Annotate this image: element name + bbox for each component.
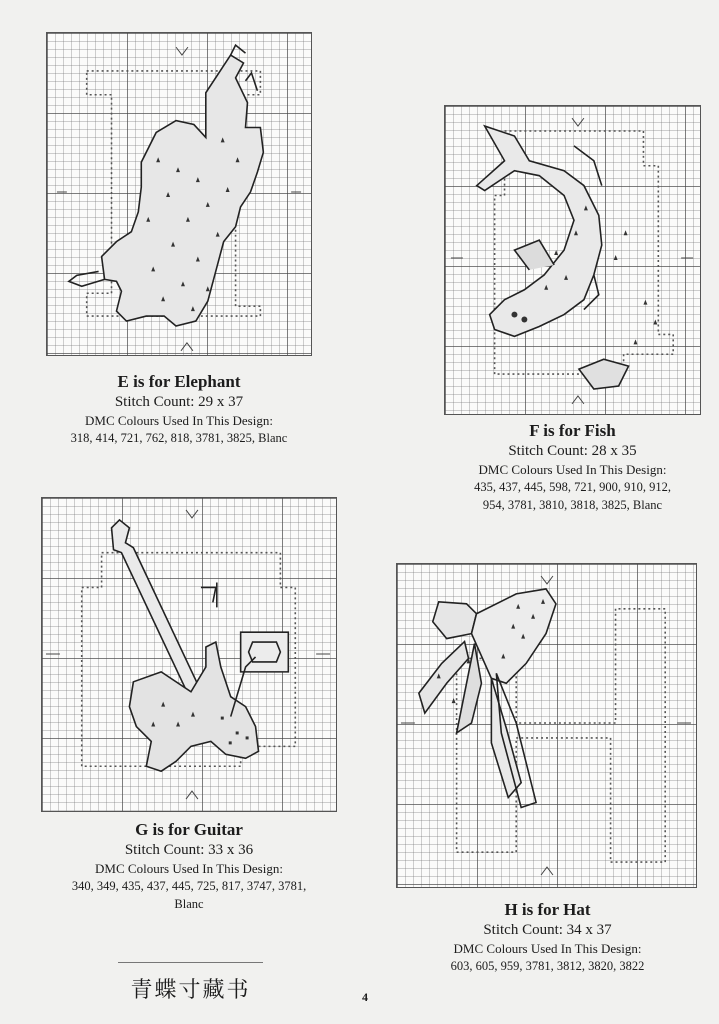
hat-motif [397, 564, 696, 887]
guitar-chart [41, 497, 337, 812]
dmc-colours-continued: Blanc [174, 897, 204, 911]
stitch-count: Stitch Count: 28 x 35 [508, 443, 637, 459]
design-title: F is for Fish [529, 421, 616, 440]
elephant-motif [47, 33, 311, 355]
design-title: G is for Guitar [135, 820, 243, 839]
dmc-label: DMC Colours Used In This Design: [453, 941, 642, 956]
stitch-count: Stitch Count: 34 x 37 [483, 922, 612, 938]
dmc-colours: 340, 349, 435, 437, 445, 725, 817, 3747, 3781, [71, 879, 307, 893]
design-title: H is for Hat [504, 900, 591, 919]
dmc-colours: 603, 605, 959, 3781, 3812, 3820, 3822 [450, 959, 645, 973]
fish-caption [440, 421, 705, 514]
stamp-text: 青蝶寸藏书 [130, 978, 251, 1003]
hat-chart [396, 563, 697, 888]
guitar-caption [34, 820, 344, 913]
dmc-colours: 435, 437, 445, 598, 721, 900, 910, 912, [474, 480, 671, 494]
elephant-caption [36, 372, 322, 447]
dmc-label: DMC Colours Used In This Design: [95, 861, 283, 876]
stitch-count: Stitch Count: 29 x 37 [114, 394, 244, 410]
dmc-label: DMC Colours Used In This Design: [85, 413, 273, 428]
hat-caption [410, 900, 685, 975]
guitar-motif [42, 498, 336, 811]
elephant-chart [46, 32, 312, 356]
design-title: E is for Elephant [117, 372, 241, 391]
dmc-label: DMC Colours Used In This Design: [478, 462, 667, 477]
dmc-colours: 318, 414, 721, 762, 818, 3781, 3825, Blanc [70, 431, 288, 445]
stitch-count: Stitch Count: 33 x 36 [124, 842, 254, 858]
fish-motif [445, 106, 700, 414]
library-stamp [118, 962, 263, 1011]
fish-chart [444, 105, 701, 415]
dmc-colours-continued: 954, 3781, 3810, 3818, 3825, Blanc [482, 498, 663, 512]
page-number: 4 [362, 990, 368, 1004]
